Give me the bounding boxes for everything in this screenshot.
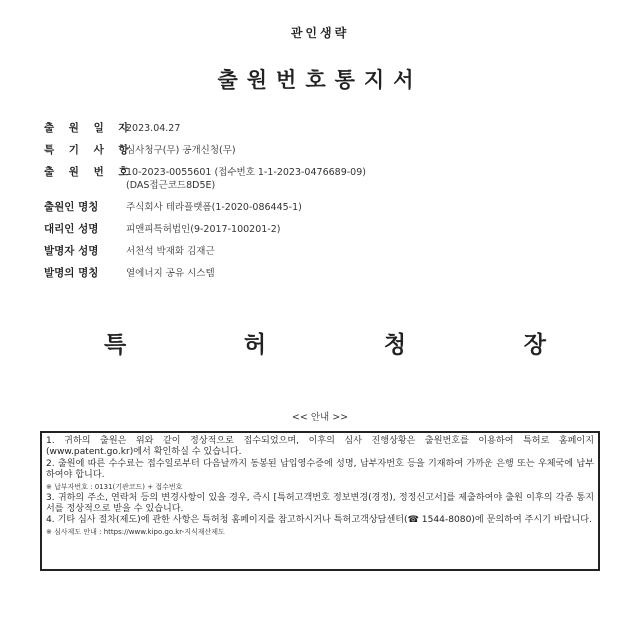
field-row-applicant: [44, 200, 604, 214]
field-label: 출원인 명칭: [44, 201, 99, 213]
guide-note: ※ 심사제도 안내 : https://www.kipo.go.kr-지식재산제도: [46, 527, 225, 536]
guide-note: ※ 납부자번호 : 0131(기관코드) + 접수번호: [46, 482, 183, 491]
field-value-line: (DAS접근코드8D5E): [126, 180, 216, 191]
field-row-application-number: [44, 165, 604, 192]
field-value-line: 2023.04.27: [126, 123, 181, 134]
field-value-line: 심사청구(무) 공개신청(무): [126, 145, 236, 156]
field-value-filing-date: [126, 121, 180, 135]
field-row-invention-title: [44, 266, 604, 280]
field-value-line: 주식회사 테라플랫폼(1-2020-086445-1): [126, 202, 302, 213]
document-title: 출원번호통지서: [217, 68, 423, 92]
field-value-agent: [126, 222, 280, 236]
field-value-line: 열에너지 공유 시스템: [126, 268, 215, 279]
field-row-agent: [44, 222, 604, 236]
issuing-authority: [104, 326, 546, 359]
authority-char: 장: [523, 332, 546, 358]
field-label: 발명의 명칭: [44, 267, 99, 279]
field-value-line: 피앤피특허법인(9-2017-100201-2): [126, 224, 281, 235]
field-value-invention-title: [126, 266, 215, 280]
field-value-line: 서천석 박재화 김재근: [126, 246, 215, 257]
guide-notice-box: [40, 431, 600, 571]
guide-item: 3. 귀하의 주소, 연락처 등의 변경사항이 있을 경우, 즉시 [특허고객번호 정보변경(경정), 정정신고서]를 제출하여야 출원 이후의 각종 통지서를 정상적으로 받을 수 있습니다.: [46, 492, 594, 515]
authority-char: 청: [383, 332, 407, 358]
guide-item: 2. 출원에 따른 수수료는 접수일로부터 다음날까지 동봉된 납입영수증에 성명, 납부자번호 등을 기재하여 가까운 은행 또는 우체국에 납부하여야 합니다.: [46, 458, 594, 481]
field-label: 출 원 일 자: [44, 122, 135, 134]
guide-heading: << 안내 >>: [291, 412, 349, 423]
seal-omitted-label: 관인생략: [290, 26, 350, 40]
field-label: 대리인 성명: [44, 223, 99, 235]
field-row-special-notes: [44, 143, 604, 157]
application-fields: [44, 121, 604, 288]
field-value-line: 10-2023-0055601 (접수번호 1-1-2023-0476689-09): [126, 167, 366, 178]
field-value-applicant: [126, 200, 302, 214]
authority-char: 허: [243, 332, 267, 358]
field-row-inventors: [44, 244, 604, 258]
field-value-inventors: [126, 244, 215, 258]
field-label: 특 기 사 항: [44, 144, 135, 156]
guide-item: 1. 귀하의 출원은 위와 같이 정상적으로 접수되었으며, 이후의 심사 진행상황은 출원번호를 이용하여 특허로 홈페이지(www.patent.go.kr)에서 확인하실 수 있습니다.: [46, 436, 594, 458]
field-value-special-notes: [126, 143, 236, 157]
field-value-application-number: [126, 165, 366, 192]
field-label: 출 원 번 호: [44, 166, 135, 178]
field-label: 발명자 성명: [44, 245, 99, 257]
field-row-filing-date: [44, 121, 604, 135]
guide-item: 4. 기타 심사 절차(제도)에 관한 사항은 특허청 홈페이지를 참고하시거나 특허고객상담센터(☎ 1544-8080)에 문의하여 주시기 바랍니다.: [46, 515, 592, 526]
authority-char: 특: [104, 332, 127, 358]
